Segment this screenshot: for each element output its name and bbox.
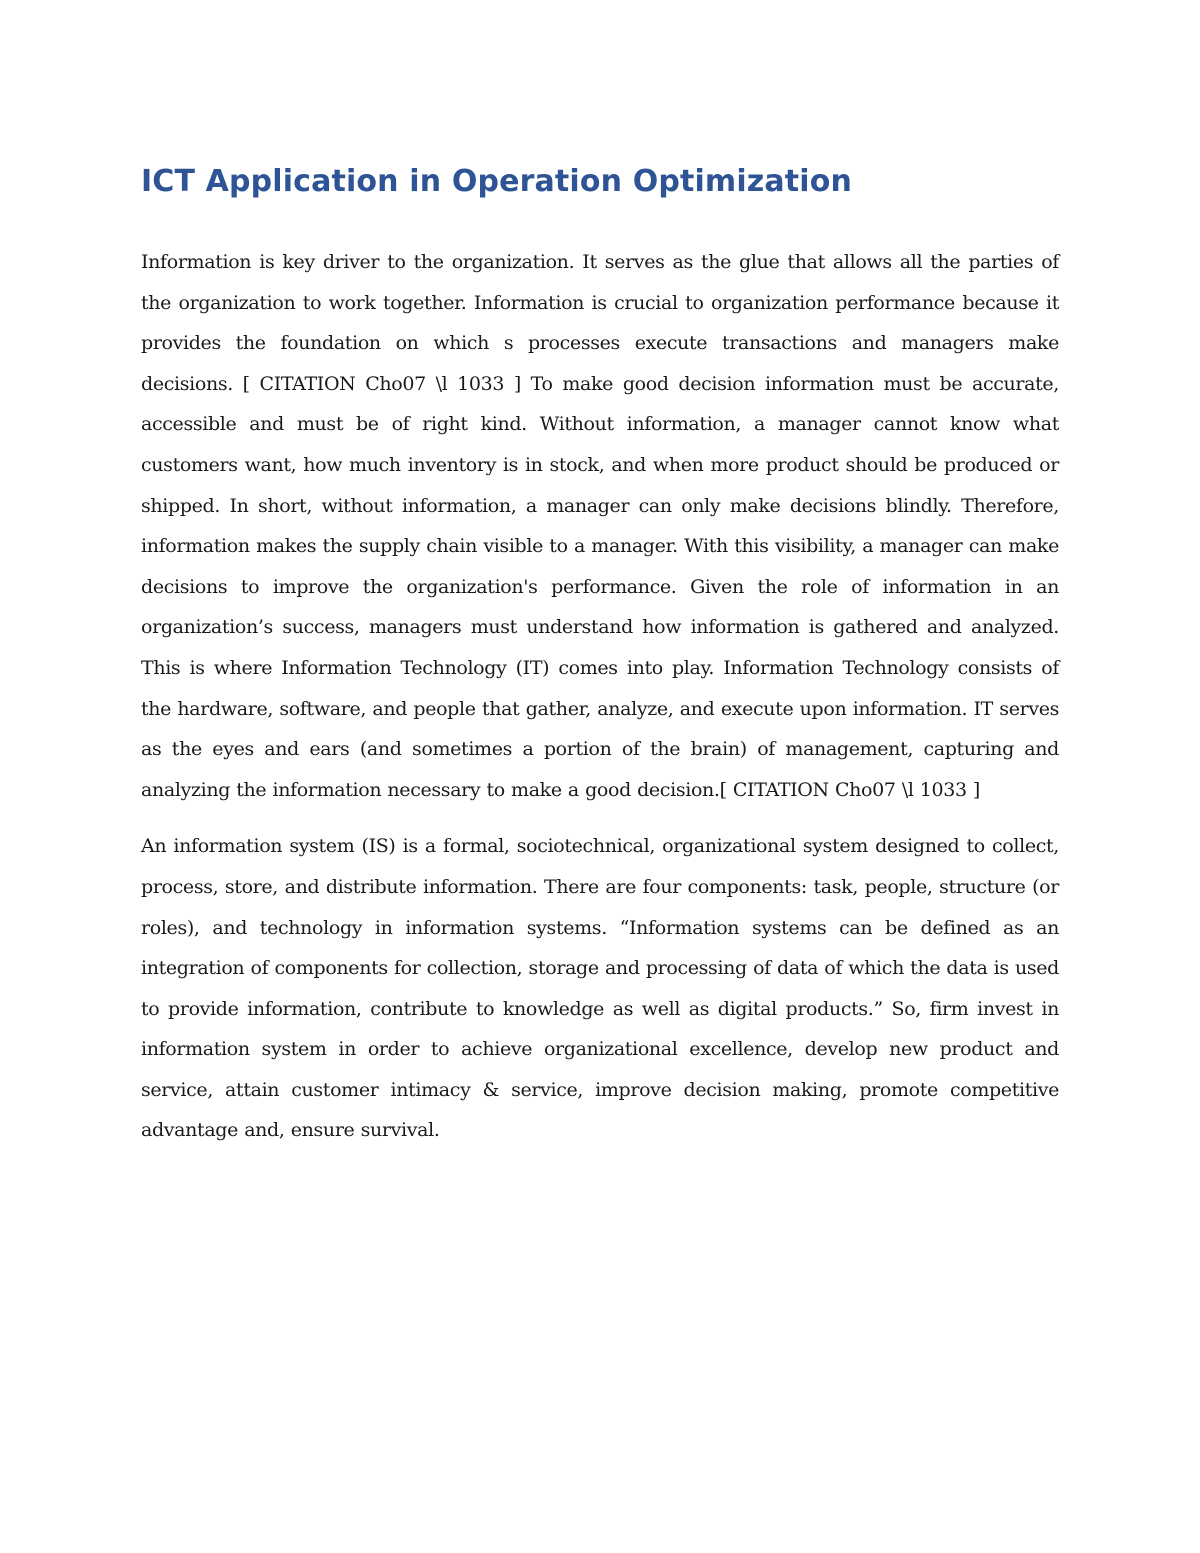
- document-body: [141, 160, 1059, 1151]
- body-paragraph: Information is key driver to the organization. It serves as the glue that allows all the parties of the organization to work together. Information is crucial to organization performance because it provides the foundation on which s processes execute transactions and managers make decisions. [ CITATION Cho07 \l 1033 ] To make good decision information must be accurate, accessible and must be of right kind. Without information, a manager cannot know what customers want, how much inventory is in stock, and when more product should be produced or shipped. In short, without information, a manager can only make decisions blindly. Therefore, information makes the supply chain visible to a manager. With this visibility, a manager can make decisions to improve the organization's performance. Given the role of information in an organization’s success, managers must understand how information is gathered and analyzed. This is where Information Technology (IT) comes into play. Information Technology consists of the hardware, software, and people that gather, analyze, and execute upon information. IT serves as the eyes and ears (and sometimes a portion of the brain) of management, capturing and analyzing the information necessary to make a good decision.[ CITATION Cho07 \l 1033 ]: [141, 251, 1059, 801]
- page-title: ICT Application in Operation Optimization: [141, 164, 852, 199]
- body-paragraph: An information system (IS) is a formal, sociotechnical, organizational system designed to collect, process, store, and distribute information. There are four components: task, people, structure (or roles), and technology in information systems. “Information systems can be defined as an integration of components for collection, storage and processing of data of which the data is used to provide information, contribute to knowledge as well as digital products.” So, firm invest in information system in order to achieve organizational excellence, develop new product and service, attain customer intimacy & service, improve decision making, promote competitive advantage and, ensure survival.: [141, 835, 1059, 1142]
